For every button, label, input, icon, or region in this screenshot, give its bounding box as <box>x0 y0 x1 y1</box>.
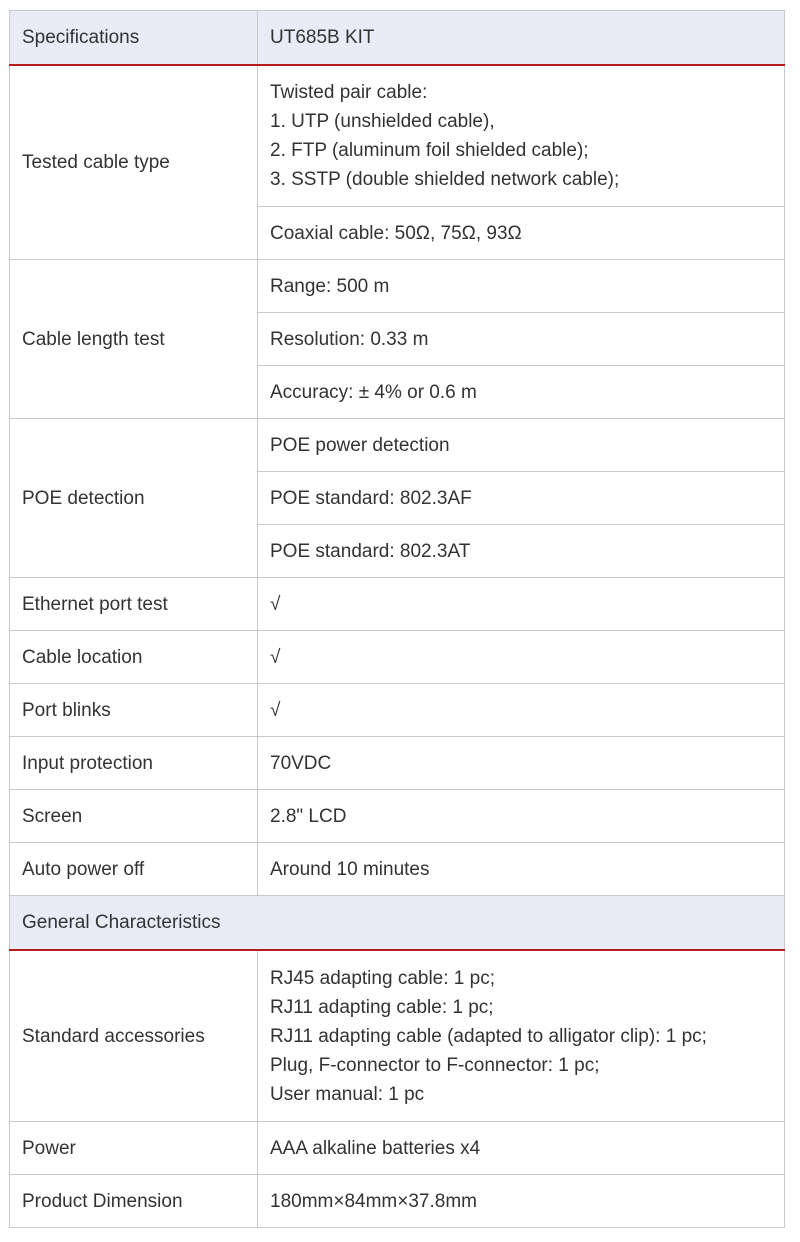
screen-value: 2.8" LCD <box>258 790 785 843</box>
range-cell: Range: 500 m <box>258 260 785 313</box>
poe-power-cell: POE power detection <box>258 419 785 472</box>
header-row <box>10 11 785 66</box>
dimension-value: 180mm×84mm×37.8mm <box>258 1175 785 1228</box>
row-blinks <box>10 684 785 737</box>
spec-table <box>9 10 785 1228</box>
general-header-row <box>10 896 785 951</box>
accuracy-cell: Accuracy: ± 4% or 0.6 m <box>258 366 785 419</box>
twisted-line-2: 2. FTP (aluminum foil shielded cable); <box>270 140 589 161</box>
row-screen <box>10 790 785 843</box>
ethernet-value: √ <box>258 578 785 631</box>
accessory-item-4: User manual: 1 pc <box>270 1083 425 1105</box>
protection-label: Input protection <box>10 737 258 790</box>
poe-af-cell: POE standard: 802.3AF <box>258 472 785 525</box>
header-model: UT685B KIT <box>258 11 785 66</box>
accessory-item-2: RJ11 adapting cable (adapted to alligator clip): 1 pc; <box>270 1025 707 1047</box>
power-label: Power <box>10 1122 258 1175</box>
header-specifications: Specifications <box>10 11 258 66</box>
row-protection <box>10 737 785 790</box>
resolution-cell: Resolution: 0.33 m <box>258 313 785 366</box>
autooff-value: Around 10 minutes <box>258 843 785 896</box>
location-value: √ <box>258 631 785 684</box>
cable-length-label: Cable length test <box>10 260 258 419</box>
dimension-label: Product Dimension <box>10 1175 258 1228</box>
row-location <box>10 631 785 684</box>
accessories-label: Standard accessories <box>10 950 258 1122</box>
row-accessories <box>10 950 785 1122</box>
ethernet-label: Ethernet port test <box>10 578 258 631</box>
row-autooff <box>10 843 785 896</box>
row-ethernet <box>10 578 785 631</box>
row-cable-length-range <box>10 260 785 313</box>
twisted-pair-cell <box>258 65 785 207</box>
poe-at-cell: POE standard: 802.3AT <box>258 525 785 578</box>
poe-label: POE detection <box>10 419 258 578</box>
autooff-label: Auto power off <box>10 843 258 896</box>
twisted-line-3: 3. SSTP (double shielded network cable); <box>270 169 620 190</box>
accessory-item-0: RJ45 adapting cable: 1 pc; <box>270 967 495 989</box>
row-poe-power <box>10 419 785 472</box>
protection-value: 70VDC <box>258 737 785 790</box>
twisted-line-1: 1. UTP (unshielded cable), <box>270 111 495 132</box>
row-cable-type-twisted <box>10 65 785 207</box>
coaxial-cell: Coaxial cable: 50Ω, 75Ω, 93Ω <box>258 207 785 260</box>
accessories-cell <box>258 950 785 1122</box>
power-value: AAA alkaline batteries x4 <box>258 1122 785 1175</box>
accessory-item-1: RJ11 adapting cable: 1 pc; <box>270 996 494 1018</box>
row-dimension <box>10 1175 785 1228</box>
blinks-label: Port blinks <box>10 684 258 737</box>
cable-type-label: Tested cable type <box>10 65 258 260</box>
row-power <box>10 1122 785 1175</box>
blinks-value: √ <box>258 684 785 737</box>
screen-label: Screen <box>10 790 258 843</box>
general-title: General Characteristics <box>10 896 785 951</box>
twisted-line-0: Twisted pair cable: <box>270 82 428 103</box>
location-label: Cable location <box>10 631 258 684</box>
accessory-item-3: Plug, F-connector to F-connector: 1 pc; <box>270 1054 600 1076</box>
